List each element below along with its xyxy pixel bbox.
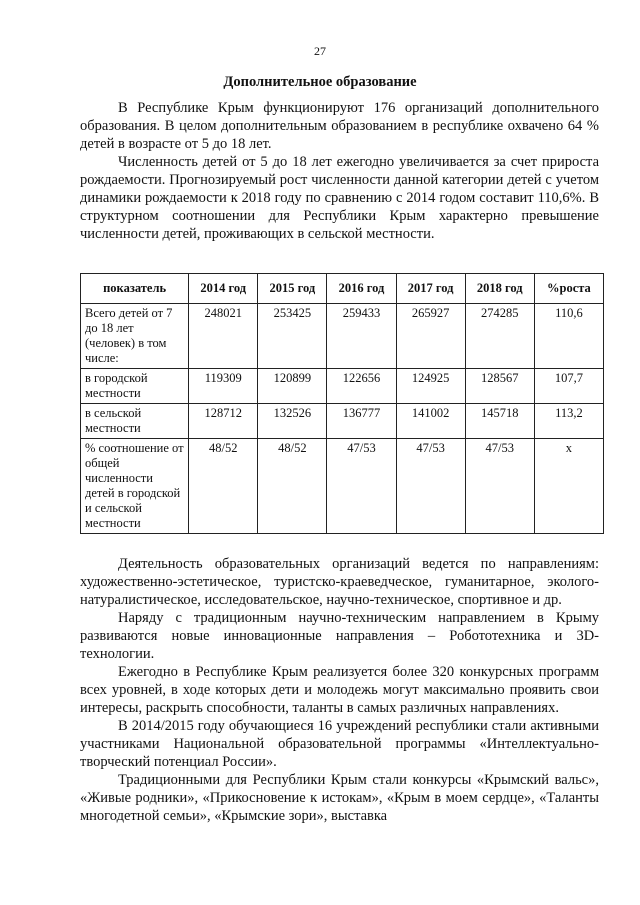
row-label: % соотношение от общей численности детей в городской и сельской местности — [81, 439, 189, 534]
table-header-row — [81, 274, 604, 304]
table-cell: 113,2 — [534, 404, 603, 439]
table-cell: 128567 — [465, 369, 534, 404]
table-cell: 107,7 — [534, 369, 603, 404]
table-cell: 120899 — [258, 369, 327, 404]
header-2017: 2017 год — [396, 274, 465, 304]
statistics-table — [80, 273, 604, 534]
row-label: в городской местности — [81, 369, 189, 404]
table-cell: 47/53 — [465, 439, 534, 534]
table-row — [81, 439, 604, 534]
paragraph: Традиционными для Республики Крым стали конкурсы «Крымский вальс», «Живые родники», «Прикосновение к истокам», «Крым в моем сердце», «Таланты многодетной семьи», «Крымские зори», выставка — [80, 772, 599, 824]
table-cell: 119309 — [189, 369, 258, 404]
table-row — [81, 304, 604, 369]
table-cell: 110,6 — [534, 304, 603, 369]
table-cell: 128712 — [189, 404, 258, 439]
header-growth: %роста — [534, 274, 603, 304]
section-title: Дополнительное образование — [223, 74, 417, 90]
paragraph: Наряду с традиционным научно-техническим направлением в Крыму развиваются новые инновационные направления – Робототехника и 3D-технологии. — [80, 610, 599, 662]
table-cell: 253425 — [258, 304, 327, 369]
table-cell: 145718 — [465, 404, 534, 439]
body-text — [80, 555, 599, 825]
table-row — [81, 404, 604, 439]
table-cell: 265927 — [396, 304, 465, 369]
table-cell: 141002 — [396, 404, 465, 439]
table-cell: 47/53 — [396, 439, 465, 534]
table-cell: 132526 — [258, 404, 327, 439]
row-label: Всего детей от 7 до 18 лет (человек) в том числе: — [81, 304, 189, 369]
table-cell: 259433 — [327, 304, 396, 369]
header-2016: 2016 год — [327, 274, 396, 304]
table-cell: 248021 — [189, 304, 258, 369]
row-label: в сельской местности — [81, 404, 189, 439]
table-cell: 48/52 — [258, 439, 327, 534]
table-cell: 274285 — [465, 304, 534, 369]
paragraph: В 2014/2015 году обучающиеся 16 учреждений республики стали активными участниками Национальной образовательной программы «Интеллектуально-творческий потенциал России». — [80, 718, 599, 770]
header-2015: 2015 год — [258, 274, 327, 304]
table-cell: 47/53 — [327, 439, 396, 534]
table-row — [81, 369, 604, 404]
paragraph: Численность детей от 5 до 18 лет ежегодно увеличивается за счет прироста рождаемости. Прогнозируемый рост численности данной категории детей с учетом динамики рождаемости к 2018 году по сравнению с 2014 годом составит 110,6%. В структурном соотношении для Республики Крым характерно превышение численности детей, проживающих в сельской местности. — [80, 154, 599, 242]
paragraph: Ежегодно в Республике Крым реализуется более 320 конкурсных программ всех уровней, в ходе которых дети и молодежь могут максимально проявить свои интересы, раскрыть способности, таланты в самых различных направлениях. — [80, 664, 599, 716]
table-cell: x — [534, 439, 603, 534]
table-cell: 124925 — [396, 369, 465, 404]
intro-text — [80, 99, 599, 243]
paragraph: Деятельность образовательных организаций ведется по направлениям: художественно-эстетическое, туристско-краеведческое, гуманитарное, эколого-натуралистическое, исследовательское, научно-техническое, спортивное и др. — [80, 556, 599, 608]
header-2018: 2018 год — [465, 274, 534, 304]
table-cell: 136777 — [327, 404, 396, 439]
page-number: 27 — [314, 44, 326, 58]
table-cell: 122656 — [327, 369, 396, 404]
header-2014: 2014 год — [189, 274, 258, 304]
header-indicator: показатель — [81, 274, 189, 304]
paragraph: В Республике Крым функционируют 176 организаций дополнительного образования. В целом дополнительным образованием в республике охвачено 64 % детей в возрасте от 5 до 18 лет. — [80, 100, 599, 152]
table-cell: 48/52 — [189, 439, 258, 534]
